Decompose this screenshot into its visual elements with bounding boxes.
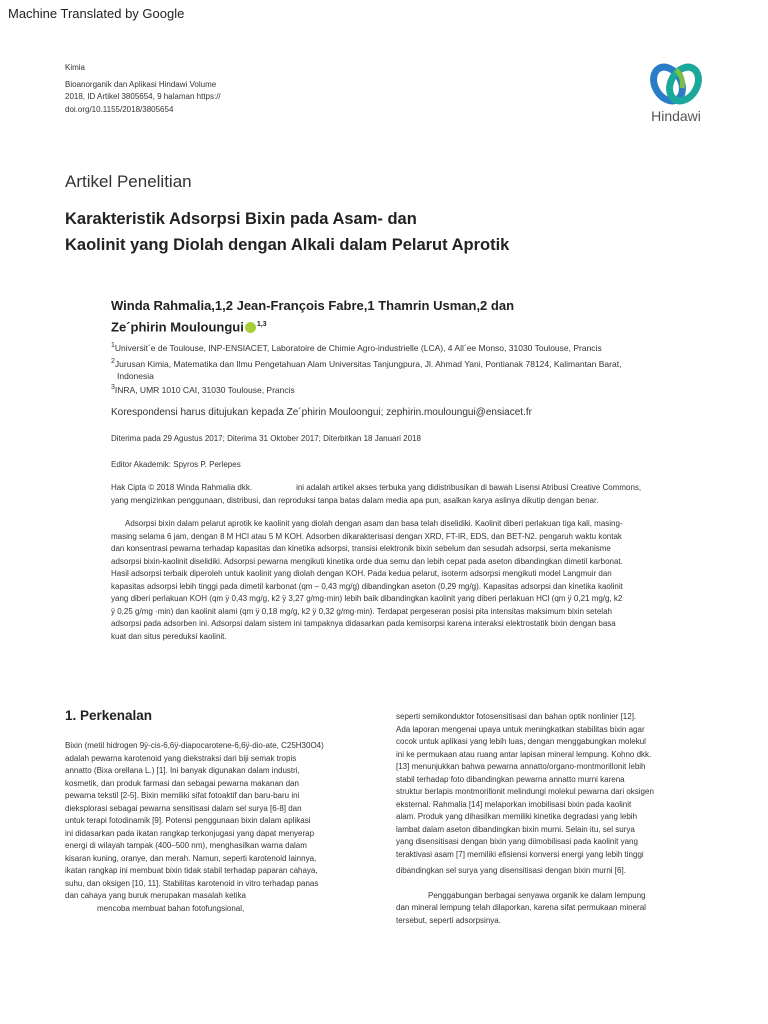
publication-dates: Diterima pada 29 Agustus 2017; Diterima 31 Oktober 2017; Diterbitkan 18 Januari 2018 xyxy=(111,434,421,443)
journal-line: 2018, ID Artikel 3805654, 9 halaman https:// xyxy=(65,92,221,101)
academic-editor: Editor Akademik: Spyros P. Perlepes xyxy=(111,460,241,469)
copyright-notice: Hak Cipta © 2018 Winda Rahmalia dkk. ini adalah artikel akses terbuka yang didistribusikan di bawah Lisensi Atribusi Creative Commons, yang mengizinkan penggunaan, distribusi, dan reproduksi tanpa batas dalam media apa pun, asalkan karya aslinya dikutip dengan benar. xyxy=(111,483,642,505)
abstract: Adsorpsi bixin dalam pelarut aprotik ke kaolinit yang diolah dengan asam dan basa telah diselidiki. Kaolinit diberi perlakuan tiga kali, masing- masing selama 6 jam, dengan 8 M HCl atau 5 M KOH. Adsorben dikarakterisasi dengan XRD, FT-IR, EDS, dan BET-N2. pengaruh waktu kontak dan konsentrasi pewarna terhadap kapasitas dan kinetika adsorpsi, transisi elektronik bixin sebelum dan sesudah adsorpsi, serta mekanisme adsorpsi bixin-kaolinit diselidiki. Adsorpsi pewarna mengikuti kinetika orde dua semu dan lebih cepat pada aseton dibandingkan dimetil karbonat. Hasil adsorpsi terbaik diperoleh untuk kaolinit yang diolah dengan KOH. Pada kedua pelarut, isoterm adsorpsi mengikuti model Langmuir dan kapasitas adsorpsi lebih tinggi pada dimetil karbonat (qm – 0,43 mg/g) dibandingkan aseton (0,29 mg/g). Kapasitas adsorpsi dan kinetika kaolinit yang diberi perlakuan KOH (qm ÿ 0,43 mg/g, k2 ÿ 3,27 g/mg·min) lebih baik dibandingkan kaolinit yang diberi perlakuan HCl (qm ÿ 0,21 mg/g, k2 ÿ 0,25 g/mg ·min) dan kaolinit alami (qm ÿ 0,18 mg/g, k2 ÿ 0,32 g/mg·min). Terdapat pergeseran posisi pita intensitas maksimum bixin setelah adsorpsi pada adsorben ini. Adsorpsi dalam sistem ini tampaknya didasarkan pada kemisorpsi karena interaksi elektrostatik bixin dengan basa kuat dan situs pereduksi kaolinit. xyxy=(111,519,623,641)
logo-text: Hindawi xyxy=(651,108,701,124)
hindawi-logo xyxy=(638,60,714,124)
author-name: Ze´phirin Mouloungui xyxy=(111,319,244,335)
journal-meta xyxy=(65,62,221,116)
author-list xyxy=(111,296,631,336)
article-type: Artikel Penelitian xyxy=(65,172,192,191)
authors-line: Winda Rahmalia,1,2 Jean-François Fabre,1 Thamrin Usman,2 dan xyxy=(111,298,515,313)
journal-subject: Kimia xyxy=(65,63,86,72)
right-column: seperti semikonduktor fotosensitisasi dan bahan optik nonlinier [12]. Ada laporan mengenai upaya untuk meningkatkan stabilitas bixin agar cocok untuk aplikasi yang lebih luas, dengan menggabungkan molekul ini ke permukaan atau ruang antar lapisan mineral lempung. Kohno dkk. [13] menunjukkan bahwa pewarna annatto/organo-montmorillonit lebih stabil terhadap foto dibandingkan pewarna annatto murni karena struktur berlapis montmorillonit melindungi molekul pewarna dari oksigen eksternal. Rahmalia [14] melaporkan imobilisasi bixin pada kaolinit alam. Produk yang dihasilkan memiliki kinetika degradasi yang lebih lambat dalam aseton dibandingkan bixin murni. Selain itu, sel surya yang disensitisasi dengan bixin yang diimobilisasi pada kaolinit yang teraktivasi asam [7] memiliki efisiensi konversi energi yang lebih tinggi dibandingkan sel surya yang disensitisasi dengan bixin murni [6]. Penggabungan berbagai senyawa organik ke dalam lempung dan mineral lempung telah dilaporkan, karena sifat permukaan mineral tersebut, seperti adsorpsinya. xyxy=(396,712,654,925)
hindawi-logo-icon xyxy=(647,60,705,106)
title-line: Karakteristik Adsorpsi Bixin pada Asam- dan xyxy=(65,210,417,228)
affiliation-3: $^3$INRA, UMR 1010 CAI, 31030 Toulouse, Prancis xyxy=(111,384,295,395)
doi-link[interactable]: doi.org/10.1155/2018/3805654 xyxy=(65,104,174,114)
affiliation-1: $^1$Universit´e de Toulouse, INP-ENSIACET, Laboratoire de Chimie Agro-industrielle (LCA), 4 All´ee Monso, 31030 Toulouse, Prancis xyxy=(111,342,602,353)
section-heading: 1. Perkenalan xyxy=(65,708,153,723)
article-title xyxy=(65,206,665,258)
journal-line: Bioanorganik dan Aplikasi Hindawi Volume xyxy=(65,79,217,89)
author-superscript: 1,3 xyxy=(256,321,267,328)
left-column: Bixin (metil hidrogen 9ÿ-cis-6,6ÿ-diapocarotene-6,6ÿ-dio-ate, C25H30O4) adalah pewarna karotenoid yang diekstraksi dari biji semak tropis annatto (Bixa orellana L.) [1]. Ini banyak digunakan dalam industri, kosmetik, dan produk farmasi dan sebagai pewarna makanan dan pewarna tekstil [2-5]. Bixin memiliki sifat fotoaktif dan baru-baru ini dieksplorasi sebagai pewarna sensitisasi dalam sel surya [6-8] dan untuk terapi fotodinamik [9]. Potensi penggunaan bixin dalam aplikasi ini didasarkan pada ikatan rangkap terkonjugasi yang dapat menyerap energi di wilayah tampak (400–500 nm), menghasilkan warna dalam kisaran kuning, oranye, dan merah. Namun, seperti karotenoid lainnya, ikatan rangkap ini membuat bixin tidak stabil terhadap paparan cahaya, suhu, dan oksigen [10, 11]. Stabilitas karotenoid in vitro terhadap panas dan cahaya yang buruk merupakan masalah ketika mencoba membuat bahan fotofungsional, xyxy=(65,741,324,913)
orcid-icon[interactable] xyxy=(245,322,256,333)
translation-banner: Machine Translated by Google xyxy=(8,6,185,21)
correspondence: Korespondensi harus ditujukan kepada Ze´phirin Mouloongui; zephirin.mouloungui@ensiacet.fr xyxy=(111,407,532,418)
title-line: Kaolinit yang Diolah dengan Alkali dalam Pelarut Aprotik xyxy=(65,236,510,254)
affiliation-2: $^2$Jurusan Kimia, Matematika dan Ilmu Pengetahuan Alam Universitas Tanjungpura, Jl. Ahmad Yani, Pontianak 78124, Kalimantan Barat, Indonesia xyxy=(111,358,622,381)
